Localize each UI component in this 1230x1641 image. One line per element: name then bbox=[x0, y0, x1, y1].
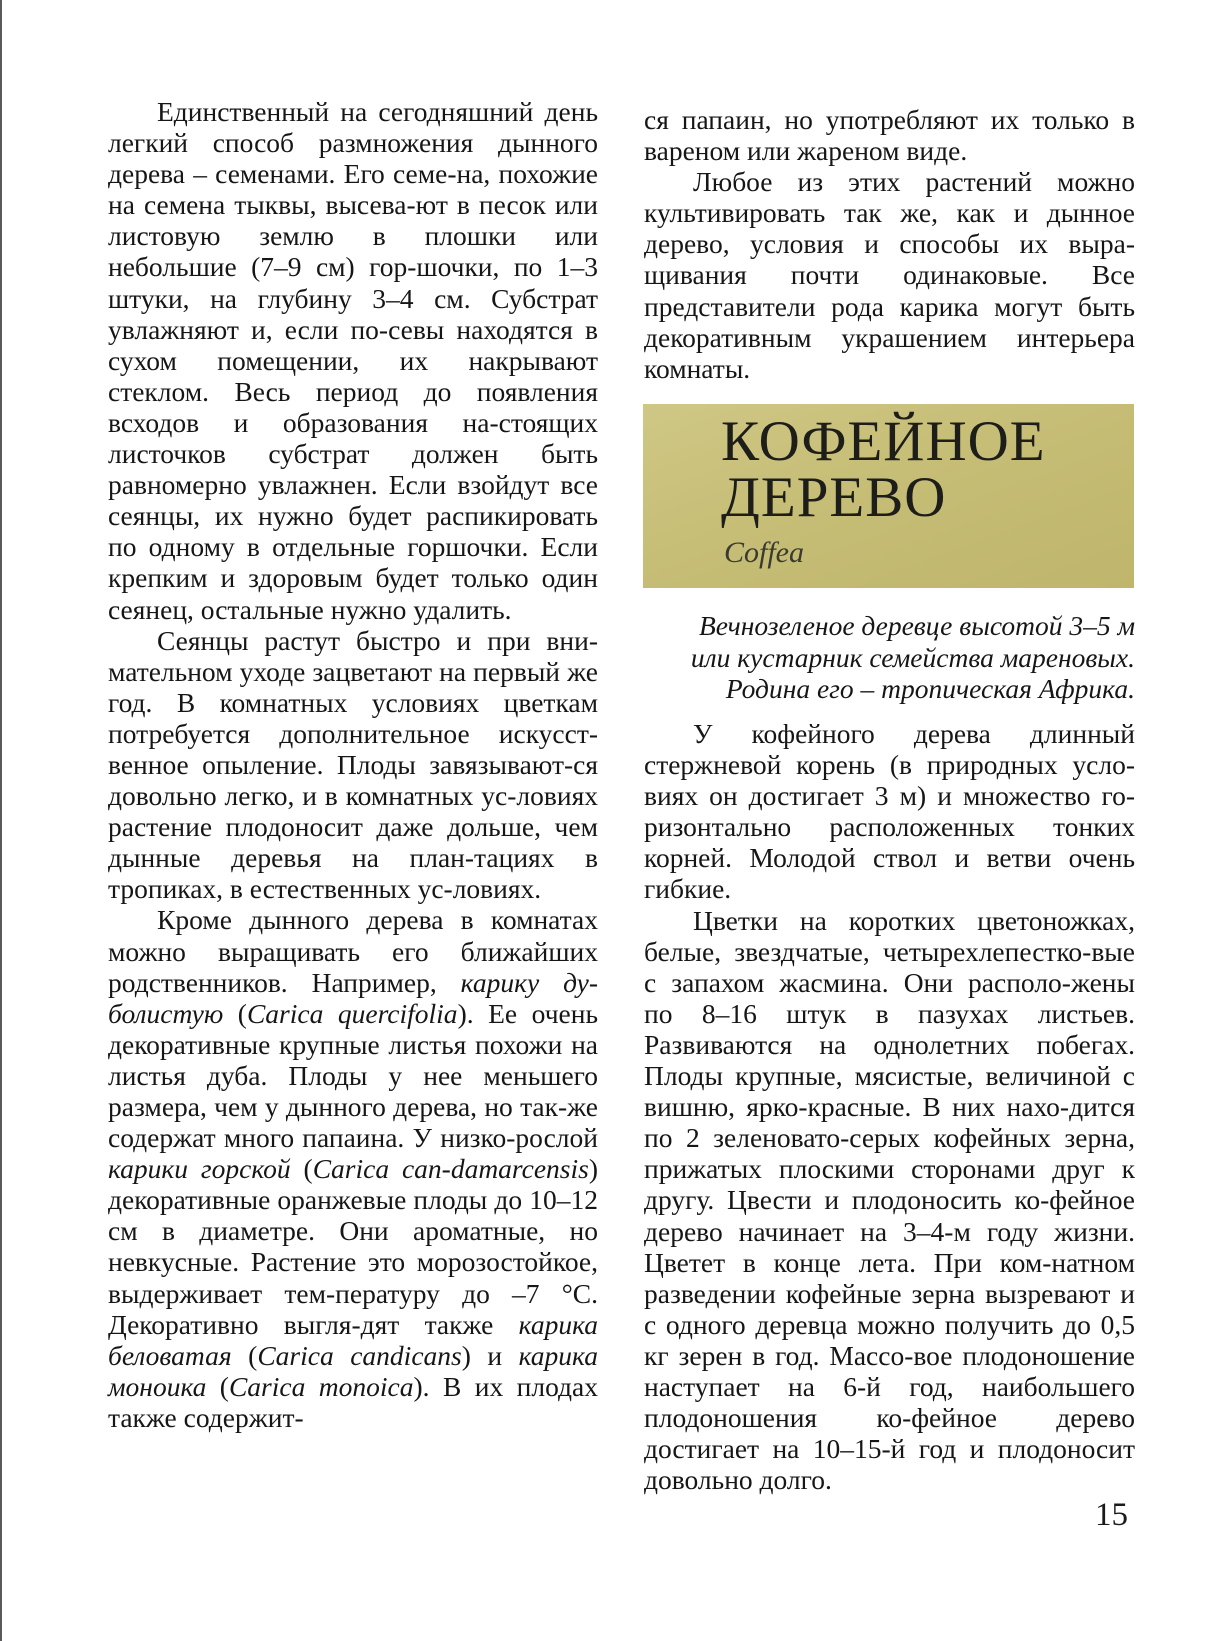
species-name-latin: Carica candicans bbox=[257, 1339, 462, 1371]
text-run: ( bbox=[223, 997, 247, 1029]
species-name-ru: карика моноика bbox=[108, 1339, 598, 1402]
species-name-ru: карика беловатая bbox=[108, 1308, 598, 1371]
text-run: ) и bbox=[461, 1339, 519, 1371]
text-run: ( bbox=[206, 1370, 229, 1402]
text-run: ). Ее очень декоративные крупные листья похожи на листья дуба. Плоды у нее меньшего размера, чем у дынного дерева, но так-же содержат много папаина. У низко-рослой bbox=[108, 997, 599, 1154]
paragraph-cultivation: Любое из этих растений можно культивировать так же, как и дынное дерево, условия и способы их выра-щивания почти одинаковые. Все представители рода карика могут быть декоративным украшением интерьера комнаты. bbox=[644, 166, 1135, 384]
species-name-latin: Carica quercifolia bbox=[246, 997, 458, 1029]
page-edge-line bbox=[0, 0, 2, 1641]
caption-line-3: Родина его – тропическая Африка. bbox=[725, 673, 1135, 705]
species-name-ru: карики горской bbox=[108, 1153, 291, 1185]
right-column-lower bbox=[644, 718, 1135, 1495]
paragraph-papain-continued: ся папаин, но употребляют их только в вареном или жареном виде. bbox=[644, 104, 1135, 167]
page-number: 15 bbox=[1095, 1497, 1128, 1533]
species-name-ru: карику ду-болистую bbox=[108, 966, 598, 1029]
species-description-caption bbox=[643, 610, 1135, 705]
species-name-latin: Carica monoica bbox=[228, 1370, 414, 1402]
paragraph-relatives bbox=[108, 904, 598, 1433]
left-column bbox=[108, 96, 598, 1433]
species-name-latin: Carica can-damarcensis bbox=[312, 1153, 589, 1185]
text-run: ( bbox=[231, 1339, 258, 1371]
section-title-latin: Coffea bbox=[724, 536, 804, 569]
right-column-upper bbox=[644, 104, 1135, 384]
paragraph-seed-propagation: Единственный на сегодняшний день легкий способ размножения дынного дерева – семенами. Его семе-на, похожие на семена тыквы, высева-ют в песок или листовую землю в плошки или небольшие (7–9 см) гор-шочки, по 1–3 штуки, на глубину 3–4 см. Субстрат увлажняют и, если по-севы находятся в сухом помещении, их накрывают стеклом. Весь период до появления всходов и образования на-стоящих листочков субстрат должен быть равномерно увлажнен. Если взойдут все сеянцы, их нужно будет распикировать по одному в отдельные горшочки. Если крепким и здоровым будет только один сеянец, остальные нужно удалить. bbox=[108, 96, 598, 625]
text-run: Кроме дынного дерева в комнатах можно выращивать его ближайших родственников. Например, bbox=[108, 904, 598, 998]
section-title bbox=[721, 410, 1046, 529]
caption-line-2: или кустарник семейства мареновых. bbox=[690, 641, 1135, 673]
section-title-box bbox=[643, 404, 1134, 588]
caption-line-1: Вечнозеленое деревце высотой 3–5 м bbox=[699, 610, 1135, 641]
text-run: ) декоративные оранжевые плоды до 10–12 см в диаметре. Они ароматные, но невкусные. Растение это морозостойкое, выдерживает тем-пературу до –7 °С. Декоративно выгля-дят также bbox=[108, 1153, 598, 1340]
section-title-line-2: ДЕРЕВО bbox=[721, 466, 947, 529]
paragraph-seedlings: Сеянцы растут быстро и при вни-мательном уходе зацветают на первый же год. В комнатных условиях цветкам потребуется дополнительное искусст-венное опыление. Плоды завязывают-ся довольно легко, и в комнатных ус-ловиях растение плодоносит даже дольше, чем дынные деревья на план-тациях в тропиках, в естественных ус-ловиях. bbox=[108, 624, 598, 905]
section-title-line-1: КОФЕЙНОЕ bbox=[721, 410, 1046, 473]
paragraph-flowers-fruits: Цветки на коротких цветоножках, белые, звездчатые, четырехлепестко-вые с запахом жасмина. Они располо-жены по 8–16 штук в пазухах листьев. Развиваются на однолетних побегах. Плоды крупные, мясистые, величиной с вишню, ярко-красные. В них нахо-дится по 2 зеленовато-серых кофейных зерна, прижатых плоскими сторонами друг к другу. Цвести и плодоносить ко-фейное дерево начинает на 3–4-м году жизни. Цветет в конце лета. При ком-натном разведении кофейные зерна вызревают и с одного деревца можно получить до 0,5 кг зерен в год. Массо-вое плодоношение наступает на 6-й год, наибольшего плодоношения ко-фейное дерево достигает на 10–15-й год и плодоносит довольно долго. bbox=[644, 904, 1135, 1496]
text-run: ). В их плодах также содержит- bbox=[108, 1370, 598, 1433]
text-run: ( bbox=[290, 1153, 313, 1185]
paragraph-roots: У кофейного дерева длинный стержневой корень (в природных усло-виях он достигает 3 м) и множество го-ризонтально расположенных тонких корней. Молодой ствол и ветви очень гибкие. bbox=[644, 718, 1135, 905]
